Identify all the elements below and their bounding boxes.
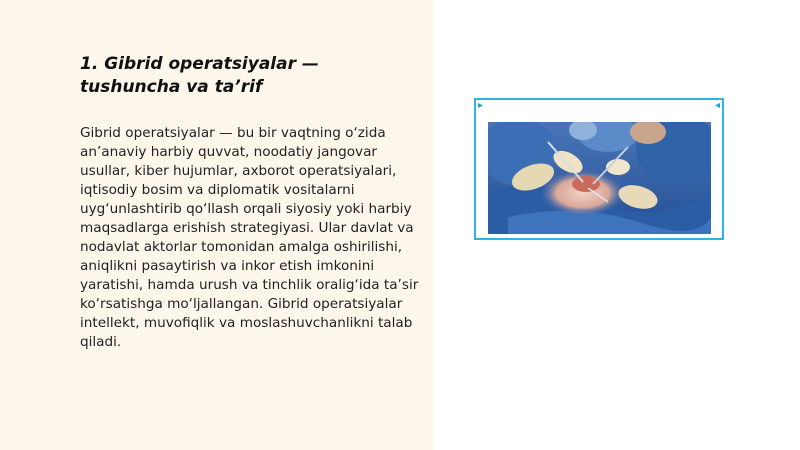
surgery-photo — [488, 122, 711, 234]
slide-body-text: Gibrid operatsiyalar — bu bir vaqtning o‘zida an’anaviy harbiy quvvat, noodatiy jangovar usullar, kiber hujumlar, axborot operatsiyalari, iqtisodiy bosim va diplomatik vositalarni uyg‘unlashtirib qo‘llash orqali siyosiy yoki harbiy maqsadlarga erishish strategiyasi. Ular davlat va nodavlat aktorlar tomonidan amalga oshirilishi, aniqlikni pasaytirish va inkor etish imkonini yaratishi, hamda urush va tinchlik oralig‘ida ta’sir ko‘rsatishga mo‘ljallangan. Gibrid operatsiyalar intellekt, muvofiqlik va moslashuvchanlikni talab qiladi. — [80, 125, 419, 350]
figure-image-frame — [474, 98, 724, 240]
figure-caption — [480, 101, 718, 119]
surgery-photo-illustration — [488, 122, 711, 234]
slide-title: 1. Gibrid operatsiyalar — tushuncha va ta’rif — [80, 54, 319, 97]
